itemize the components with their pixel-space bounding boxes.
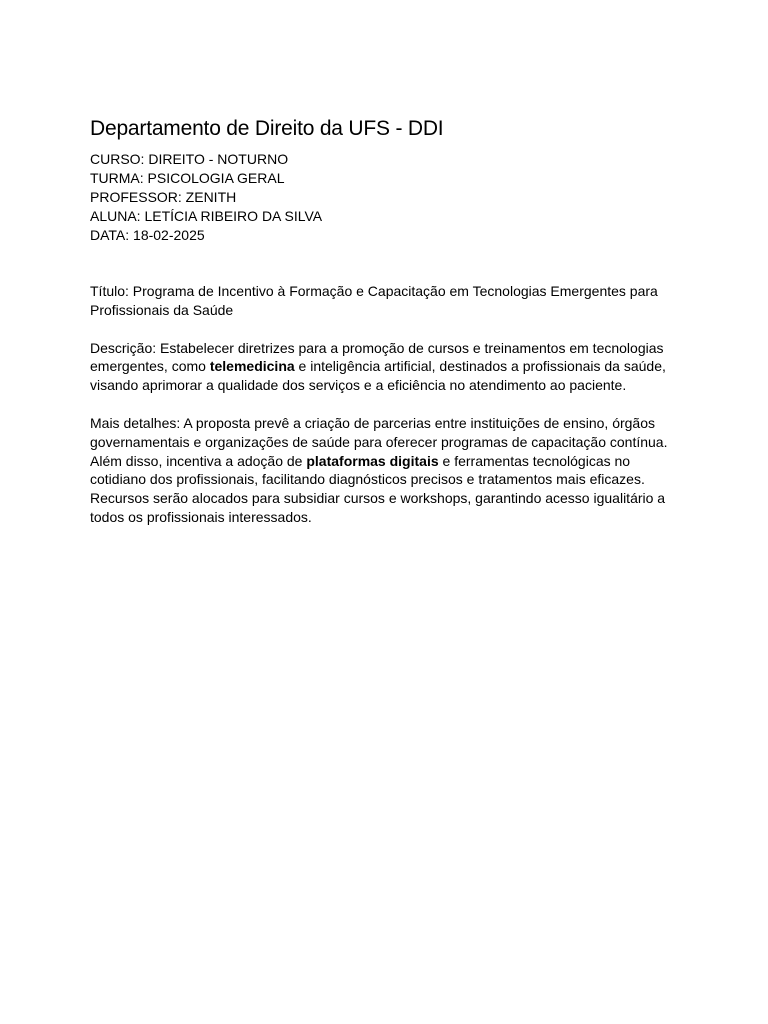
student-line: ALUNA: LETÍCIA RIBEIRO DA SILVA xyxy=(90,208,323,224)
detalhes-bold-term: plataformas digitais xyxy=(306,452,439,469)
header-info-block xyxy=(90,150,680,245)
detalhes-text-2: e ferramentas tecnológicas no cotidiano dos profissionais, facilitando diagnósticos precisos e tratamentos mais eficazes. Recursos serão alocados para subsidiar cursos e workshops, garantindo acesso igualitário a todos os profissionais interessados. xyxy=(90,452,666,525)
detalhes-text-1: Mais detalhes: A proposta prevê a criação de parcerias entre instituições de ensino, órgãos governamentais e organizações de saúde para oferecer programas de capacitação contínua. Além disso, incentiva a adoção de xyxy=(90,414,668,469)
descricao-text-2: e inteligência artificial, destinados a profissionais da saúde, visando aprimorar a qualidade dos serviços e a eficiência no atendimento ao paciente. xyxy=(90,358,666,394)
descricao-bold-term: telemedicina xyxy=(209,358,295,375)
detalhes-paragraph xyxy=(90,414,680,527)
professor-line: PROFESSOR: ZENITH xyxy=(90,189,237,205)
document-page xyxy=(90,116,680,546)
class-line: TURMA: PSICOLOGIA GERAL xyxy=(90,170,285,186)
date-line: DATA: 18-02-2025 xyxy=(90,227,205,243)
document-title: Departamento de Direito da UFS - DDI xyxy=(90,117,444,140)
descricao-text-1: Descrição: Estabelecer diretrizes para a promoção de cursos e treinamentos em tecnologias emergentes, como xyxy=(90,339,664,375)
titulo-paragraph: Título: Programa de Incentivo à Formação e Capacitação em Tecnologias Emergentes para Profissionais da Saúde xyxy=(90,283,658,318)
descricao-paragraph xyxy=(90,339,680,395)
course-line: CURSO: DIREITO - NOTURNO xyxy=(90,151,289,167)
